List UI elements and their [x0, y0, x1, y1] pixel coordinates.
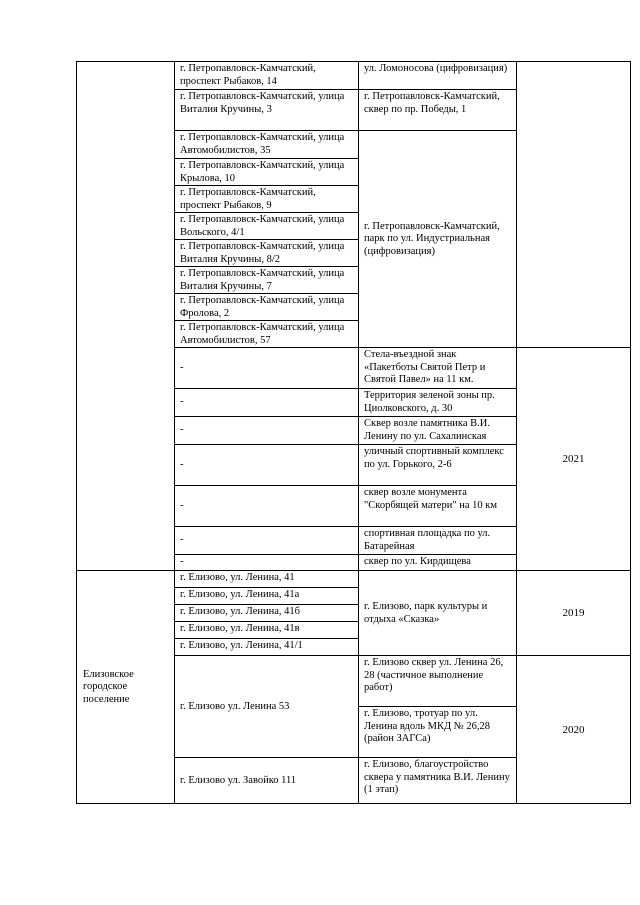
settlement-cell-empty	[77, 62, 175, 571]
object-cell: г. Елизово, благоустройство сквера у памятника В.И. Ленину (1 этап)	[359, 758, 517, 804]
object-cell: уличный спортивный комплекс по ул. Горького, 2-6	[359, 445, 517, 486]
address-cell: -	[175, 527, 359, 555]
object-cell: г. Елизово сквер ул. Ленина 26, 28 (частичное выполнение работ)	[359, 656, 517, 707]
address-cell: г. Петропавловск-Камчатский, улица Виталия Кручины, 8/2	[175, 240, 359, 267]
address-cell: г. Петропавловск-Камчатский, улица Фролова, 2	[175, 294, 359, 321]
year-cell: 2019	[517, 571, 631, 656]
object-cell: сквер возле монумента "Скорбящей матери" на 10 км	[359, 486, 517, 527]
address-cell: г. Елизово, ул. Ленина, 41	[175, 571, 359, 588]
address-cell: -	[175, 389, 359, 417]
settlement-cell: Елизовское городское поселение	[77, 571, 175, 804]
address-cell: г. Елизово, ул. Ленина, 41б	[175, 605, 359, 622]
object-cell: сквер по ул. Кирдищева	[359, 555, 517, 571]
address-cell: г. Петропавловск-Камчатский, улица Виталия Кручины, 7	[175, 267, 359, 294]
year-cell: 2020	[517, 656, 631, 804]
object-cell-park-skazka: г. Елизово, парк культуры и отдыха «Сказка»	[359, 571, 517, 656]
table-row	[77, 62, 631, 90]
projects-table	[76, 61, 631, 804]
year-cell: 2021	[517, 348, 631, 571]
address-cell: -	[175, 445, 359, 486]
object-cell: г. Петропавловск-Камчатский, сквер по пр. Победы, 1	[359, 90, 517, 131]
address-cell: -	[175, 348, 359, 389]
address-cell: -	[175, 555, 359, 571]
address-cell: г. Елизово ул. Ленина 53	[175, 656, 359, 758]
object-cell: Территория зеленой зоны пр. Циолковского, д. 30	[359, 389, 517, 417]
address-cell: г. Петропавловск-Камчатский, улица Крылова, 10	[175, 159, 359, 186]
address-cell: г. Елизово ул. Завойко 111	[175, 758, 359, 804]
address-cell: г. Елизово, ул. Ленина, 41а	[175, 588, 359, 605]
address-cell: г. Петропавловск-Камчатский, улица Виталия Кручины, 3	[175, 90, 359, 131]
address-cell: г. Петропавловск-Камчатский, проспект Рыбаков, 14	[175, 62, 359, 90]
address-cell: -	[175, 486, 359, 527]
object-cell: ул. Ломоносова (цифровизация)	[359, 62, 517, 90]
address-cell: г. Петропавловск-Камчатский, улица Автомобилистов, 57	[175, 321, 359, 348]
address-cell: г. Петропавловск-Камчатский, проспект Рыбаков, 9	[175, 186, 359, 213]
address-cell: г. Петропавловск-Камчатский, улица Вольского, 4/1	[175, 213, 359, 240]
table-row	[77, 571, 631, 588]
object-cell: г. Елизово, тротуар по ул. Ленина вдоль МКД № 26,28 (район ЗАГСа)	[359, 707, 517, 758]
object-cell: Стела-въездной знак «Пакетботы Святой Петр и Святой Павел» на 11 км.	[359, 348, 517, 389]
year-cell-empty	[517, 62, 631, 348]
address-cell: -	[175, 417, 359, 445]
object-cell: Сквер возле памятника В.И. Ленину по ул. Сахалинская	[359, 417, 517, 445]
object-cell: спортивная площадка по ул. Батарейная	[359, 527, 517, 555]
object-cell-industrial-park: г. Петропавловск-Камчатский, парк по ул. Индустриальная (цифровизация)	[359, 131, 517, 348]
address-cell: г. Елизово, ул. Ленина, 41в	[175, 622, 359, 639]
address-cell: г. Елизово, ул. Ленина, 41/1	[175, 639, 359, 656]
address-cell: г. Петропавловск-Камчатский, улица Автомобилистов, 35	[175, 131, 359, 159]
